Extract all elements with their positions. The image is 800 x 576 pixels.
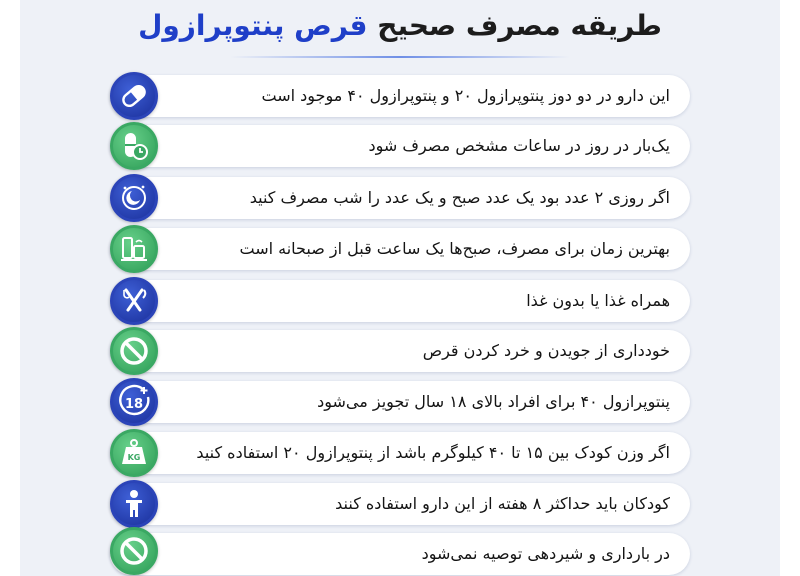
- title-accent: قرص پنتوپرازول: [138, 9, 368, 42]
- item-text: اگر وزن کودک بین ۱۵ تا ۴۰ کیلوگرم باشد از پنتوپرازول ۲۰ استفاده کنید: [196, 443, 670, 462]
- age-18-label: 18: [124, 397, 144, 412]
- prohibited-icon: [110, 527, 158, 575]
- list-item: [110, 75, 690, 117]
- item-text: یک‌بار در روز در ساعات مشخص مصرف شود: [368, 136, 670, 155]
- title-prefix: طریقه مصرف صحیح: [367, 9, 662, 42]
- fork-knife-icon: [110, 277, 158, 325]
- prohibited-icon: [110, 327, 158, 375]
- item-text: کودکان باید حداکثر ۸ هفته از این دارو استفاده کنند: [335, 494, 670, 513]
- list-item: [110, 280, 690, 322]
- list-item: [110, 432, 690, 474]
- item-text: بهترین زمان برای مصرف، صبح‌ها یک ساعت قبل از صبحانه است: [239, 239, 670, 258]
- day-night-icon: [110, 174, 158, 222]
- breakfast-icon: [110, 225, 158, 273]
- child-icon: [110, 480, 158, 528]
- capsule-icon: [110, 72, 158, 120]
- item-text: همراه غذا یا بدون غذا: [526, 291, 670, 310]
- pill-clock-icon: [110, 122, 158, 170]
- list-item: [110, 533, 690, 575]
- weight-kg-icon: [110, 429, 158, 477]
- list-item: [110, 177, 690, 219]
- item-text: پنتوپرازول ۴۰ برای افراد بالای ۱۸ سال تجویز می‌شود: [317, 392, 670, 411]
- list-item: [110, 483, 690, 525]
- list-item: [110, 330, 690, 372]
- item-text: خودداری از جویدن و خرد کردن قرص: [422, 341, 670, 360]
- list-item: [110, 228, 690, 270]
- weight-kg-label: KG: [127, 453, 141, 462]
- item-text: این دارو در دو دوز پنتوپرازول ۲۰ و پنتوپرازول ۴۰ موجود است: [261, 86, 670, 105]
- item-text: اگر روزی ۲ عدد بود یک عدد صبح و یک عدد را شب مصرف کنید: [249, 188, 670, 207]
- age-18-plus-icon: [110, 378, 158, 426]
- item-text: در بارداری و شیردهی توصیه نمی‌شود: [421, 544, 670, 563]
- list-item: [110, 381, 690, 423]
- list-item: [110, 125, 690, 167]
